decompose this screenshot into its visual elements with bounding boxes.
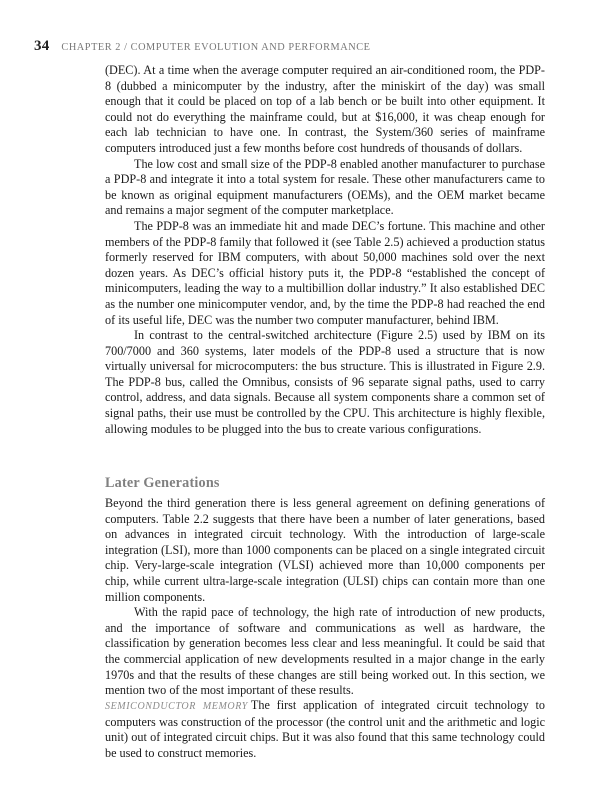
paragraph-oem: The low cost and small size of the PDP-8 enabled another manufacturer to purchase a PDP-8 and integrate it into a total system for resale. These other manufacturers came to be known as original equipment manufacturers (OEMs), and the OEM market became and remains a major segment of the computer marketplace. <box>105 156 545 218</box>
body-text-top <box>105 63 545 437</box>
paragraph-generations: Beyond the third generation there is less general agreement on defining generations of computers. Table 2.2 suggests that there have been a number of later generations, based on advances in integrated circuit technology. With the introduction of large-scale integration (LSI), more than 1000 components can be placed on a single integrated circuit chip. Very-large-scale integration (VLSI) achieved more than 10,000 components per chip, while current ultra-large-scale integration (ULSI) chips can contain more than one million components. <box>105 496 545 604</box>
subheading-semiconductor-memory: SEMICONDUCTOR MEMORY <box>105 701 248 712</box>
body-text-semiconductor-memory <box>105 698 545 761</box>
page-header <box>34 37 584 55</box>
semiconductor-memory-text: The first application of integrated circuit technology to computers was construction of the processor (the control unit and the arithmetic and logic unit) out of integrated circuit chips. But it was also found that this same technology could be used to construct memories. <box>105 698 545 760</box>
paragraph-dec-pdp8: (DEC). At a time when the average computer required an air-conditioned room, the PDP-8 (dubbed a minicomputer by the industry, after the miniskirt of the day) was small enough that it could be placed on top of a lab bench or be built into other equipment. It could not do everything the mainframe could, but at $16,000, it was cheap enough for each lab technician to have one. In contrast, the System/360 series of mainframe computers introduced just a few months before cost hundreds of thousands of dollars. <box>105 63 545 155</box>
section-heading-later-generations: Later Generations <box>105 475 220 491</box>
paragraph-rapid-pace: With the rapid pace of technology, the high rate of introduction of new products, and the importance of software and communications as well as hardware, the classification by generation becomes less clear and less meaningful. It could be said that the commercial application of new developments resulted in a major change in the early 1970s and that the results of these changes are still being worked out. In this section, we mention two of the most important of these results. <box>105 605 545 698</box>
paragraph-pdp8-fortune: The PDP-8 was an immediate hit and made DEC’s fortune. This machine and other members of the PDP-8 family that followed it (see Table 2.5) achieved a production status formerly reserved for IBM computers, with about 50,000 machines sold over the next dozen years. As DEC’s official history puts it, the PDP-8 “established the concept of minicomputers, leading the way to a multibillion dollar industry.” It also established DEC as the number one minicomputer vendor, and, by the time the PDP-8 had reached the end of its useful life, DEC was the number two computer manufacturer, behind IBM. <box>105 218 545 327</box>
running-head: CHAPTER 2 / COMPUTER EVOLUTION AND PERFORMANCE <box>61 42 371 53</box>
page-number: 34 <box>34 38 50 54</box>
body-text-later-generations <box>105 496 545 699</box>
paragraph-bus-structure: In contrast to the central-switched architecture (Figure 2.5) used by IBM on its 700/7000 and 360 systems, later models of the PDP-8 used a structure that is now virtually universal for microcomputers: the bus structure. This is illustrated in Figure 2.9. The PDP-8 bus, called the Omnibus, consists of 96 separate signal paths, used to carry control, address, and data signals. Because all system components share a common set of signal paths, their use must be controlled by the CPU. This architecture is highly flexible, allowing modules to be plugged into the bus to create various configurations. <box>105 328 545 436</box>
paragraph-semiconductor-memory <box>105 698 545 761</box>
